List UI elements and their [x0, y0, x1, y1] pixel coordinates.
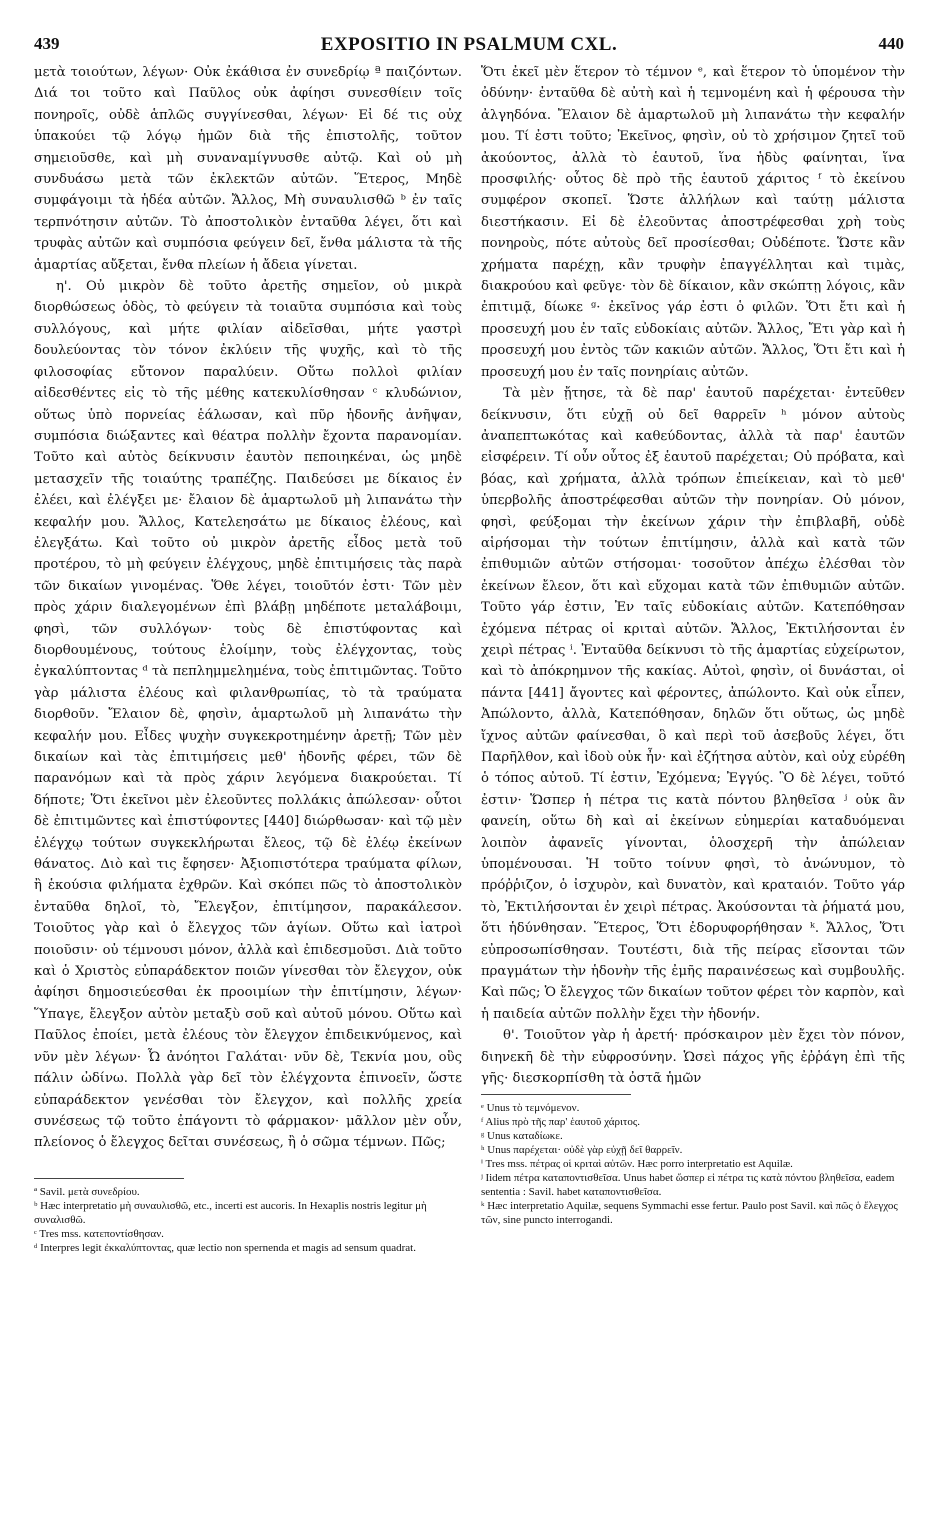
page-title: EXPOSITIO IN PSALMUM CXL. — [320, 34, 618, 55]
footnote: ᵏ Hæc interpretatio Aquilæ, sequens Symmachi esse fertur. Paulo post Savil. καὶ πῶς ὁ ἔλεγχος τῶν, sine puncto interrogandi. — [481, 1199, 898, 1226]
paragraph: η'. Οὐ μικρὸν δὲ τοῦτο ἀρετῆς σημεῖον, οὐ μικρὰ διορθώσεως ὁδὸς, τὸ φεύγειν τὰ τοιαῦτα συμπόσια καὶ τοὺς συλλόγους, καὶ μήτε φιλίαν αἰδεῖσθαι, μήτε γαστρὶ δουλεύοντας τὸν τόνον ἐκλύειν τῆς ψυχῆς, καὶ τὸ τῆς φιλοσοφίας εὔτονον παραλύειν. Οὕτω πολλοὶ φιλίαν αἰδεσθέντες εἰς τὸ τῆς μέθης κατεκυλίσθησαν ᶜ κλυδώνιον, οὕτως ὑπὸ πορνείας ἑάλωσαν, καὶ πῦρ ἡδονῆς ἀνῆψαν, συμπόσια διώξαντες καὶ θέατρα πολλὴν ἔχοντα παρανομίαν. Τοῦτο καὶ αὐτὸς δείκνυσιν ἑαυτὸν πεποιηκέναι, ὡς μηδὲ μετασχεῖν τῆς τοιαύτης τραπέζης. Παιδεύσει με δίκαιος ἐν ἐλέει, καὶ ἐλέγξει με· ἔλαιον δὲ ἁμαρτωλοῦ μὴ λιπανάτω τὴν κεφαλήν μου. Ἄλλος, Κατελεησάτω με δίκαιος ἐλέους, καὶ ἐλεγξάτω. Καὶ τοῦτο οὐ μικρὸν ἀρετῆς εἶδος μετὰ τοῦ προτέρου, τὸ μὴ φεύγειν ἐλέγχους, μηδὲ ἐπιτιμήσεις τὰς παρὰ τῶν δικαίων γινομένας. Ὅθε λέγει, τοιοῦτόν ἐστι· Τῶν μὲν πρὸς χάριν διαλεγομένων ἐπὶ βλάβῃ μηδέποτε μεταλάβοιμι, φησὶ, τῶν συλλόγων· τοὺς δὲ ἐπιστύφοντας καὶ διορθουμένους, τούτους ἑλοίμην, τοὺς ἐλέγχοντας, τοὺς ἐγκαλύπτοντας ᵈ τὰ πεπλημμελημένα, τοὺς ἐπιτιμῶντας. Τοῦτο γὰρ μάλιστα ἐλέους καὶ φιλανθρωπίας, τὸ τὰ τραύματα διορθοῦν. Ἔλαιον δὲ, φησὶν, ἁμαρτωλοῦ μὴ λιπανάτω τὴν κεφαλήν μου. Εἶδες ψυχὴν συγκεκροτημένην ἀρετῇ; Τῶν μὲν δικαίων καὶ τὰς ἐπιτιμήσεις μεθ' ἡδονῆς φέρει, τῶν δὲ παρανόμων καὶ τὰ πρὸς χάριν λεγόμενα διακρούεται. Τί δήποτε; Ὅτι ἐκεῖνοι μὲν ἐλεοῦντες πολλάκις ἀπώλεσαν· οὗτοι δὲ ἐπιτιμῶντες καὶ ἐπιστύφοντες [440] διώρθωσαν· καὶ τῷ μὲν ἐλέγχῳ τούτων συγκεκλήρωται ἔλεος, τῷ δὲ ἐλέῳ ἐκείνων θάνατος. Διὸ καὶ τις ἔφησεν· Ἀξιοπιστότερα τραύματα φίλων, ἢ ἑκούσια φιλήματα ἐχθρῶν. Καὶ σκόπει πῶς τὸ ἀποστολικὸν ἐνταῦθα δηλοῖ, τὸ, Ἔλεγξον, ἐπιτίμησον, παρακάλεσον. Τοιοῦτος γὰρ καὶ ὁ ἔλεγχος τῶν ἁγίων. Οὕτω καὶ ἰατροὶ ποιοῦσιν· οὐ τέμνουσι μόνον, ἀλλὰ καὶ ἐπιδεσμοῦσι. Διὰ τοῦτο καὶ ὁ Χριστὸς εὐπαράδεκτον ποιῶν γίνεσθαι τὸν ἔλεγχον, οὐκ ἀφίησι δημοσιεύεσθαι ἐκ προοιμίων τὴν ἐπιτίμησιν, λέγων· Ὕπαγε, ἔλεγξον αὐτὸν μεταξὺ σοῦ καὶ αὐτοῦ μόνου. Οὕτω καὶ Παῦλος ἐποίει, μετὰ ἐλέους τὸν ἔλεγχον ἐπιδεικνύμενος, καὶ νῦν μὲν λέγων· Ὦ ἀνόητοι Γαλάται· νῦν δὲ, Τεκνία μου, οὓς πάλιν ὠδίνω. Πολλὰ γὰρ δεῖ τὸν ἐλέγχοντα ἐπινοεῖν, ὥστε εὐπαράδεκτον γενέσθαι τὸν ἔλεγχον, καὶ πολλῆς χρεία συνέσεως τῷ τοῦτο ἐπάγοντι τὸ φάρμακον· μᾶλλον μὲν οὖν, πλείονος ὁ ἔλεγχος δεῖται συνέσεως, ἢ ὁ σῶμα τέμνων. Πῶς; — [34, 279, 462, 1151]
footnotes-right — [481, 1101, 905, 1227]
right-column — [481, 62, 905, 1227]
footnote-divider — [34, 1178, 184, 1179]
footnote: ᵈ Interpres legit ἐκκαλύπτοντας, quæ lectio non spernenda et magis ad sensum quadrat. — [34, 1241, 416, 1254]
footnote: ᵇ Hæc interpretatio μὴ συναυλισθῶ, etc., incerti est aucoris. In Hexaplis nostris legitur μὴ συναλισθῶ. — [34, 1199, 427, 1226]
footnote-divider — [481, 1094, 631, 1095]
footnote: ᶜ Tres mss. κατεποντίσθησαν. — [34, 1227, 164, 1240]
paragraph: Ὅτι ἐκεῖ μὲν ἕτερον τὸ τέμνον ᵉ, καὶ ἕτερον τὸ ὑπομένον τὴν ὀδύνην· ἐνταῦθα δὲ αὐτὴ καὶ ἡ τεμνομένη καὶ ἡ φέρουσα τὴν ἀλγηδόνα. Ἔλαιον δὲ ἁμαρτωλοῦ μὴ λιπανάτω τὴν κεφαλήν μου. Τί ἐστι τοῦτο; Ἐκεῖνος, φησὶν, οὐ τὸ χρήσιμον ζητεῖ τοῦ ἀκούοντος, ἀλλὰ τὸ ἑαυτοῦ, ἵνα ἡδὺς φαίνηται, ἵνα προσφιλής· οὗτος δὲ πρὸ τῆς ἑαυτοῦ χάριτος ᶠ τὸ ἐκείνου συμφέρον σκοπεῖ. Ὥστε ἀλλήλων καὶ ταύτῃ μάλιστα διεστήκασιν. Εἰ δὲ ἐλεοῦντας ἀποστρέφεσθαι χρὴ τοὺς πονηροὺς, πότε αὐτοὺς δεῖ προσίεσθαι; Οὐδέποτε. Ὥστε κἂν χρήματα παρέχῃ, κἂν τρυφὴν ἐπαγγέλληται καὶ τιμὰς, διακρούου καὶ φεῦγε· τὸν δὲ δίκαιον, κἂν σκώπτῃ λόγοις, κἂν ἐπιτιμᾷ, δίωκε ᵍ· ἐκεῖνος γάρ ἐστι ὁ φιλῶν. Ὅτι ἔτι καὶ ἡ προσευχή μου ἐν ταῖς εὐδοκίαις αὐτῶν. Ἄλλος, Ἔτι γὰρ καὶ ἡ προσευχή μου ἐντὸς τῶν κακιῶν αὐτῶν. Ἄλλος, Ὅτι ἔτι καὶ ἡ προσευχή μου ἐν ταῖς πονηρίαις αὐτῶν. — [481, 65, 905, 380]
footnote: ʲ Iidem πέτρα καταποντισθεῖσα. Unus habet ὥσπερ εἰ πέτρα τις κατὰ πόντου βληθεῖσα, eadem sententia : Savil. habet καταποντισθεῖσα. — [481, 1171, 895, 1198]
footnote: ᵍ Unus καταδίωκε. — [481, 1129, 563, 1142]
footnote: ª Savil. μετὰ συνεδρίου. — [34, 1185, 140, 1198]
footnote: ʰ Unus παρέχεται· οὐδὲ γὰρ εὐχῇ δεῖ θαρρεῖν. — [481, 1143, 683, 1156]
paragraph: μετὰ τοιούτων, λέγων· Οὐκ ἐκάθισα ἐν συνεδρίῳ ª παιζόντων. Διά τοι τοῦτο καὶ Παῦλος οὐκ ἀφίησι συνεσθίειν τοῖς πονηροῖς, οὐδὲ ἁπλῶς συγγίνεσθαι, λέγων· Εἰ δέ τις οὐχ ὑπακούει τῷ λόγῳ ἡμῶν διὰ τῆς ἐπιστολῆς, τοῦτον σημειοῦσθε, καὶ μὴ συναναμίγνυσθε αὐτῷ. Καὶ οὐ μὴ συνδυάσω μετὰ τῶν ἐκλεκτῶν αὐτῶν. Ἕτερος, Μηδὲ συμφάγοιμι τὰ ἡδέα αὐτῶν. Ἄλλος, Μὴ συναυλισθῶ ᵇ ἐν ταῖς τερπνότησιν αὐτῶν. Τὸ ἀποστολικὸν ἐνταῦθα λέγει, ὅτι καὶ τρυφὰς αὐτῶν καὶ συμπόσια φεύγειν δεῖ, ἔνθα μάλιστα τὰ τῆς ἁμαρτίας αὔξεται, ἔνθα πλείων ἡ ἄδεια γίνεται. — [34, 65, 462, 273]
paragraph: Τὰ μὲν ᾔτησε, τὰ δὲ παρ' ἑαυτοῦ παρέχεται· ἐντεῦθεν δείκνυσιν, ὅτι εὐχῇ οὐ δεῖ θαρρεῖν ʰ μόνον αὐτοὺς ἀναπεπτωκότας καὶ καθεύδοντας, ἀλλὰ τὰ παρ' ἑαυτῶν εἰσφέρειν. Τί οὖν οὗτος ἐξ ἑαυτοῦ παρέχεται; Οὐ πρόβατα, καὶ βόας, καὶ χρήματα, ἀλλὰ τρόπων ἐπιείκειαν, καὶ τὸ μεθ' ὑπερβολῆς ἀποστρέφεσθαι αὐτῶν τὴν πονηρίαν. Οὐ μόνον, φησὶ, φεύξομαι τὴν ἐκείνων χάριν τὴν ἐπιβλαβῆ, οὐδὲ αἱρήσομαι τὴν τούτων ἐπιτίμησιν, ἀλλὰ καὶ κατὰ τῶν ἐπιθυμιῶν αὐτῶν στήσομαι· τοσοῦτον ἀπέχω ἐλέσθαι τὸν ἐκείνων ἔλεον, ὅτι καὶ εὔχομαι κατὰ τῶν ἐπιθυμιῶν αὐτῶν. Τοῦτο γάρ ἐστιν, Ἐν ταῖς εὐδοκίαις αὐτῶν. Κατεπόθησαν ἐχόμενα πέτρας οἱ κριταὶ αὐτῶν. Ἄλλος, Ἐκτιλήσονται ἐν χειρὶ πέτρας ⁱ. Ἐνταῦθα δείκνυσι τὸ τῆς ἁμαρτίας εὐχείρωτον, καὶ τὸ ἀπόκρημνον τῆς κακίας. Αὐτοὶ, φησὶν, οἱ δυνάσται, οἱ πάντα [441] ἄγοντες καὶ φέροντες, ἀπώλοντο. Καὶ οὐκ εἶπεν, Ἀπώλοντο, ἀλλὰ, Κατεπόθησαν, δηλῶν ὅτι οὕτως, ὡς μηδὲ ἴχνος αὐτῶν φαίνεσθαι, ὃ καὶ περὶ τοῦ ἀσεβοῦς λέγει, ὅτι Παρῆλθον, καὶ ἰδοὺ οὐκ ἦν· καὶ ἐζήτησα αὐτὸν, καὶ οὐχ εὑρέθη ὁ τόπος αὐτοῦ. Τί ἐστιν, Ἐχόμενα; Ἐγγύς. Ὃ δὲ λέγει, τοῦτό ἐστιν· Ὥσπερ ἡ πέτρα τις κατὰ πόντου βληθεῖσα ʲ οὐκ ἂν φανείη, οὕτω δὴ καὶ αἱ ἐκείνων εὐημερίαι καταδυόμεναι λοιπὸν ἀφανεῖς γίνονται, ὁλοσχερῆ τὴν ἀπώλειαν ὑπομένουσαι. Ἡ τοῦτο τοίνυν φησὶ, τὸ ἀνώνυμον, τὸ πρόῤῥιζον, ὁ ἰσχυρὸν, καὶ δυνατὸν, καὶ κραταιόν. Τοῦτο γάρ τὸ, Ἐκτιλήσονται ἐν χειρὶ πέτρας. Ἀκούσονται τὰ ῥήματά μου, ὅτι ἡδύνθησαν. Ἕτερος, Ὅτι ἐδορυφορήθησαν ᵏ. Ἄλλος, Ὅτι εὐπροσωπίσθησαν. Τουτέστι, διὰ τῆς πείρας εἴσονται τῶν πραγμάτων τὴν ἡδονὴν τῆς ἐμῆς παραινέσεως καὶ συμβουλῆς. Καὶ πῶς; Ὁ ἔλεγχος τῶν δικαίων τοῦτον φέρει τὸν καρπὸν, καὶ ἡ παιδεία αὐτῶν πολλὴν ἔχει τὴν ἡδονήν. — [481, 386, 905, 1022]
page-number-right: 440 — [878, 34, 904, 53]
footnote: ᶠ Alius πρὸ τῆς παρ' ἑαυτοῦ χάριτος. — [481, 1115, 640, 1128]
footnotes-left — [34, 1185, 462, 1255]
page-number-left: 439 — [34, 34, 60, 53]
paragraph: θ'. Τοιοῦτον γὰρ ἡ ἀρετή· πρόσκαιρον μὲν ἔχει τὸν πόνον, διηνεκῆ δὲ τὴν εὐφροσύνην. Ὡσεὶ πάχος γῆς ἐῤῥάγη ἐπὶ τῆς γῆς· διεσκορπίσθη τὰ ὀστᾶ ἡμῶν — [481, 1028, 905, 1087]
left-column — [34, 62, 462, 1255]
footnote: ⁱ Tres mss. πέτρας οἱ κριταὶ αὐτῶν. Hæc porro interpretatio est Aquilæ. — [481, 1157, 793, 1170]
running-head — [34, 34, 904, 58]
footnote: ᵉ Unus τὸ τεμνόμενον. — [481, 1101, 580, 1114]
